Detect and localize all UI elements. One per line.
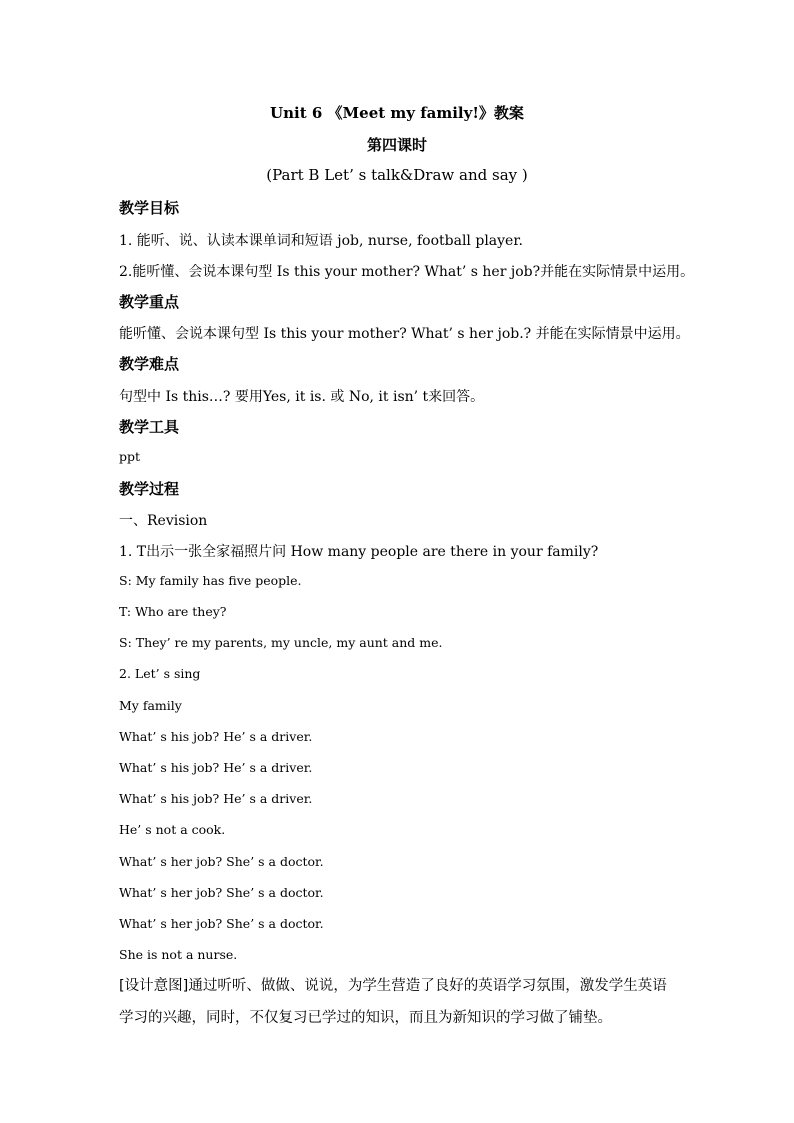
tools-heading: 教学工具	[119, 418, 180, 436]
process-line: She is not a nurse.	[119, 947, 238, 962]
key-points-heading: 教学重点	[119, 293, 180, 311]
design-intent-paragraph: [设计意图]通过听听、做做、说说，为学生营造了良好的英语学习氛围，激发学生英语学习的兴趣，同时，不仅复习已学过的知识，而且为新知识的学习做了铺垫。	[119, 978, 667, 1026]
process-line: What’ s his job? He’ s a driver.	[119, 729, 313, 744]
process-line: He’ s not a cook.	[119, 822, 226, 837]
process-heading: 教学过程	[119, 480, 180, 498]
process-line: My family	[119, 698, 182, 713]
tools-text: ppt	[119, 449, 141, 464]
lesson-period-title: 第四课时	[366, 136, 427, 154]
document-title: Unit 6 《Meet my family!》教案	[270, 104, 524, 122]
process-line: 一、Revision	[119, 513, 208, 529]
process-line: What’ s her job? She’ s a doctor.	[119, 854, 324, 869]
process-line: 2. Let’ s sing	[119, 666, 201, 681]
objective-item-1: 1. 能听、说、认读本课单词和短语 job, nurse, football player.	[119, 233, 523, 249]
process-line: What’ s his job? He’ s a driver.	[119, 760, 313, 775]
process-line: S: My family has five people.	[119, 573, 302, 588]
lesson-part-subtitle: (Part B Let’ s talk&Draw and say )	[266, 166, 528, 184]
key-points-text: 能听懂、会说本课句型 Is this your mother? What’ s her job.? 并能在实际情景中运用。	[119, 326, 690, 342]
process-line: What’ s her job? She’ s a doctor.	[119, 885, 324, 900]
objective-item-2: 2.能听懂、会说本课句型 Is this your mother? What’ s her job?并能在实际情景中运用。	[119, 264, 695, 280]
objectives-heading: 教学目标	[119, 199, 180, 217]
process-line: What’ s his job? He’ s a driver.	[119, 791, 313, 806]
difficulties-text: 句型中 Is this…? 要用Yes, it is. 或 No, it isn’ t来回答。	[119, 389, 485, 405]
process-line: What’ s her job? She’ s a doctor.	[119, 916, 324, 931]
process-line: S: They’ re my parents, my uncle, my aunt and me.	[119, 635, 443, 650]
difficulties-heading: 教学难点	[119, 355, 180, 373]
process-line: 1. T出示一张全家福照片问 How many people are there in your family?	[119, 544, 599, 560]
process-line: T: Who are they?	[119, 604, 227, 619]
